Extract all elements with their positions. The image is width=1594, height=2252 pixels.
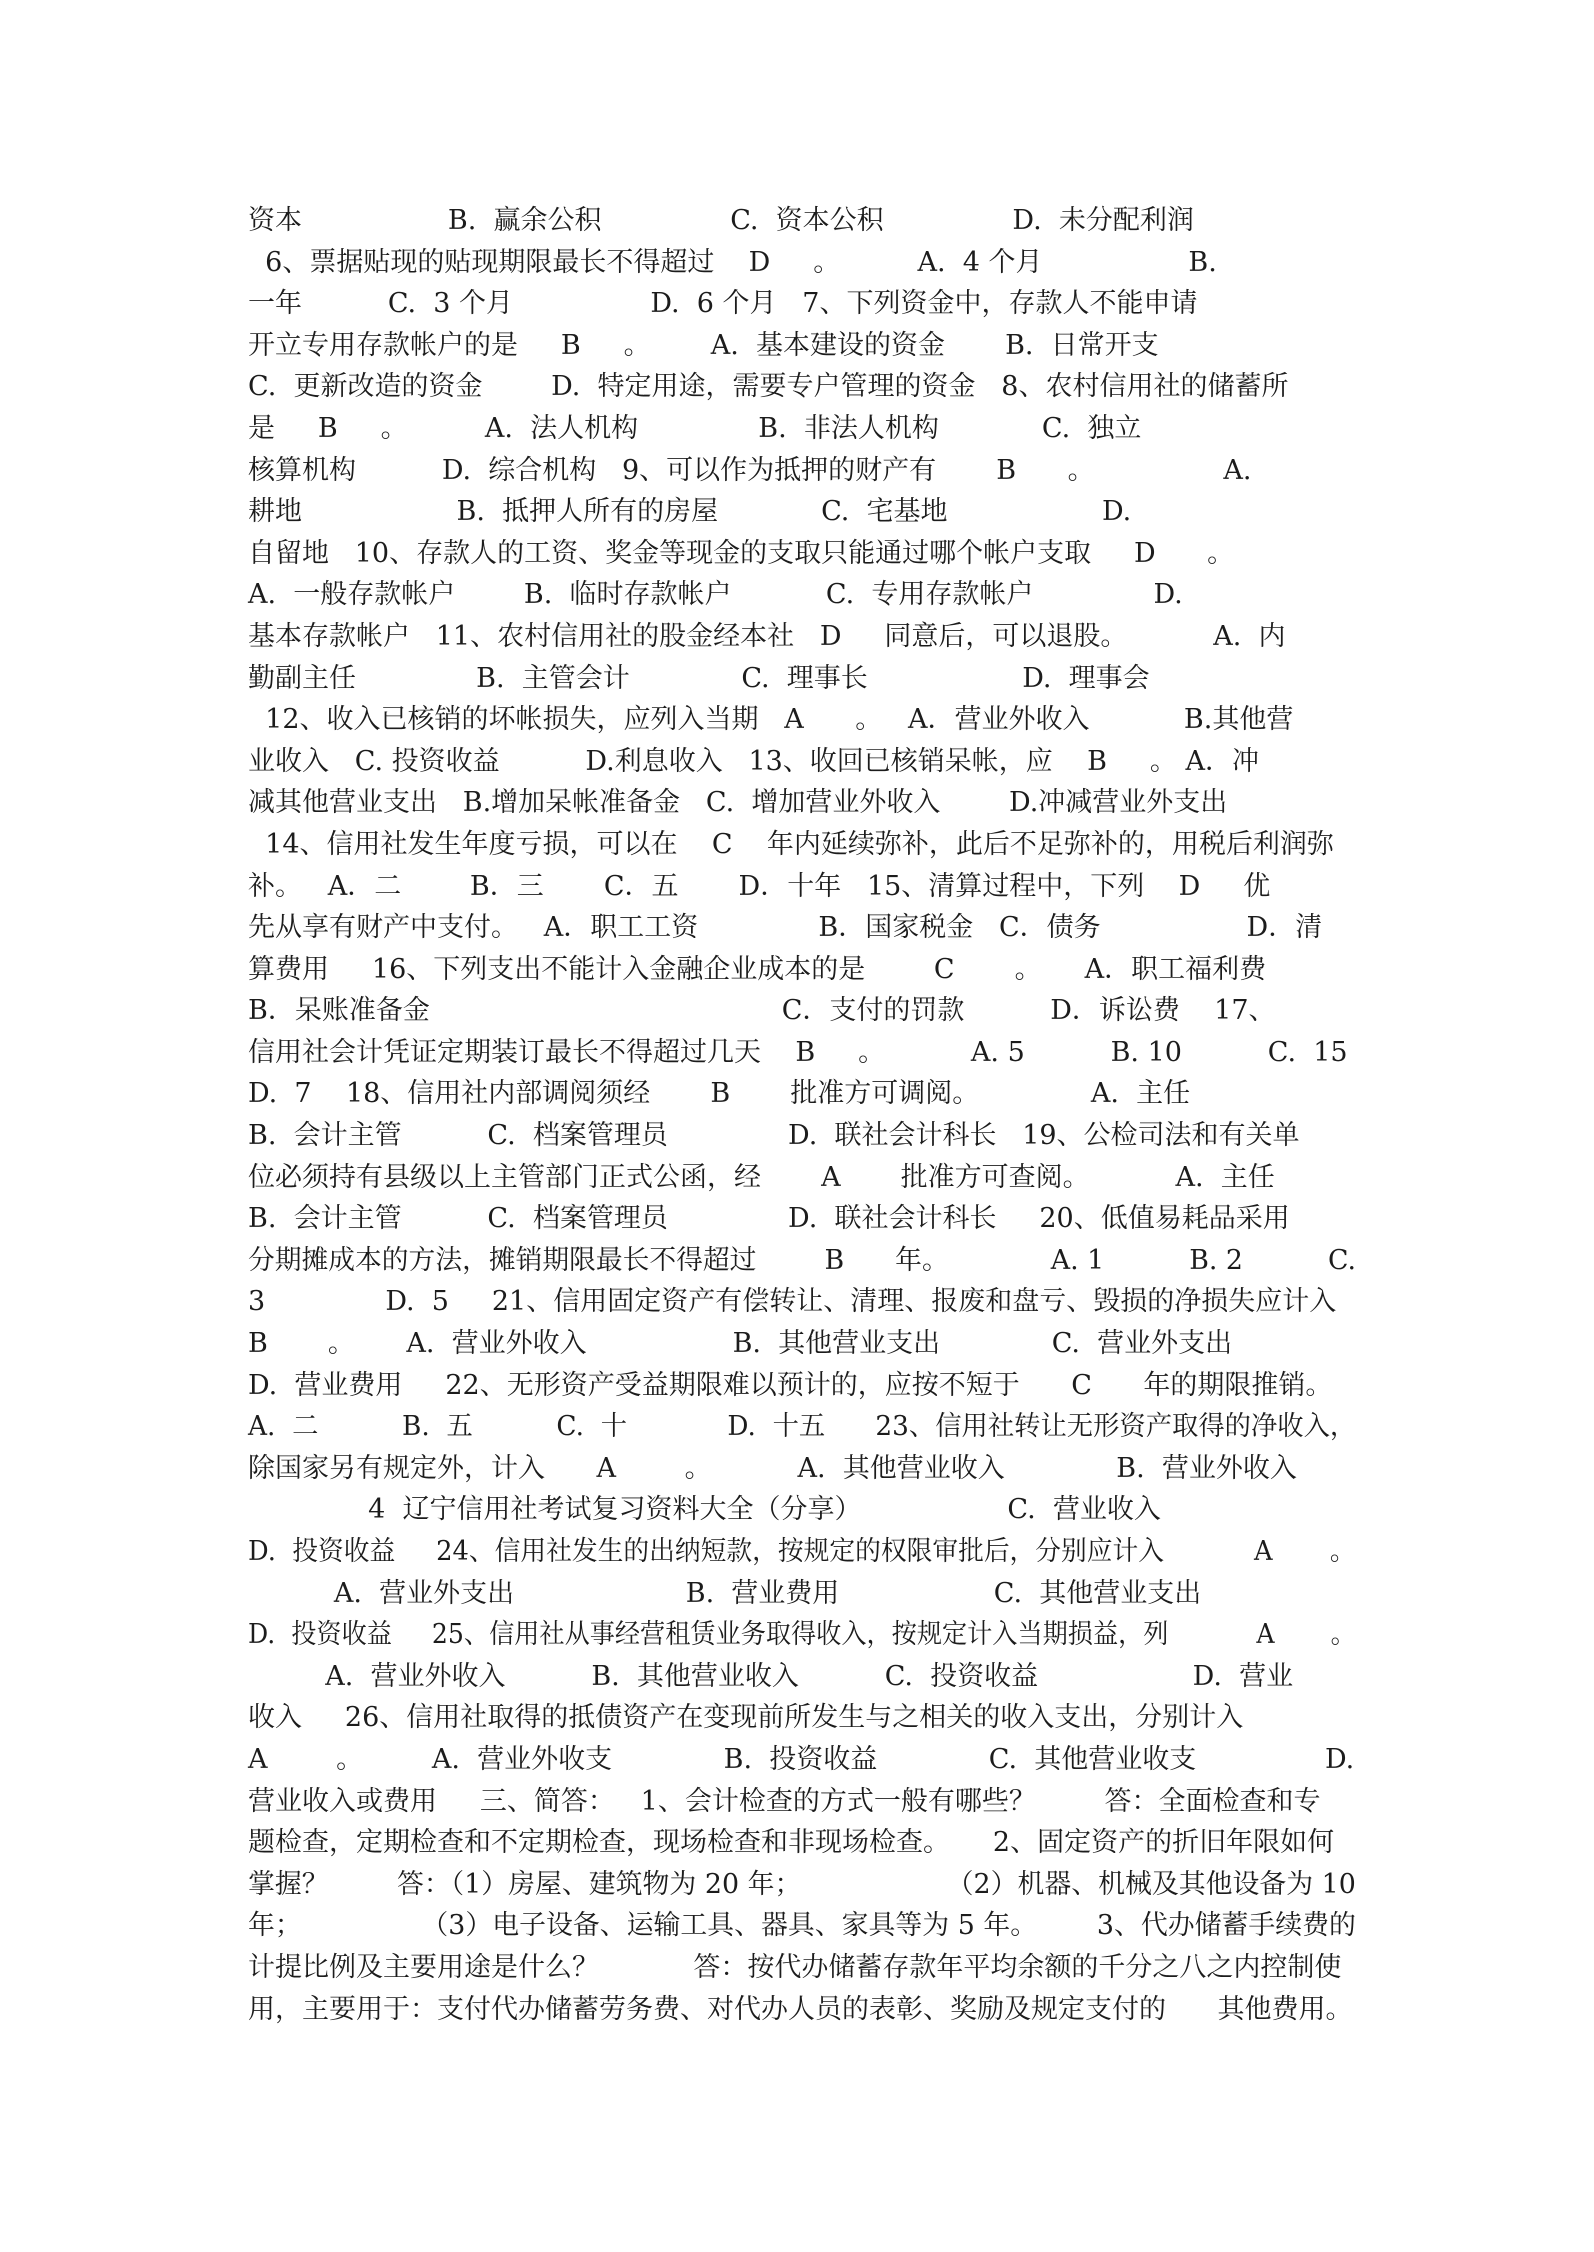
text-line: 补。 A．二 B．三 C．五 D．十年 15、清算过程中，下列 D 优 <box>248 870 1271 902</box>
text-line: 一年 C. 3 个月 D. 6 个月 7、下列资金中，存款人不能申请 <box>248 288 1198 320</box>
text-line: D. 投资收益 25、信用社从事经营租赁业务取得收入，按规定计入当期损益，列 A 。 <box>248 1619 1356 1651</box>
text-line: 除国家另有规定外，计入 A 。 A. 其他营业收入 B. 营业外收入 <box>248 1452 1297 1484</box>
text-line: B．呆账准备金 C．支付的罚款 D．诉讼费 17、 <box>248 995 1276 1027</box>
text-line: 位必须持有县级以上主管部门正式公函，经 A 批准方可查阅。 A. 主任 <box>248 1161 1275 1193</box>
text-line: 耕地 B. 抵押人所有的房屋 C. 宅基地 D. <box>248 496 1132 528</box>
text-line: 3 D. 5 21、信用固定资产有偿转让、清理、报废和盘亏、毁损的净损失应计入 <box>248 1286 1337 1318</box>
text-line: A. 一般存款帐户 B. 临时存款帐户 C. 专用存款帐户 D. <box>248 579 1183 611</box>
text-line: 收入 26、信用社取得的抵债资产在变现前所发生与之相关的收入支出，分别计入 <box>248 1702 1244 1734</box>
text-line: 减其他营业支出 B.增加呆帐准备金 C. 增加营业外收入 D.冲减营业外支出 <box>248 787 1228 819</box>
text-line: A. 营业外支出 B. 营业费用 C. 其他营业支出 <box>248 1577 1202 1609</box>
text-line: 先从享有财产中支付。 A．职工工资 B．国家税金 C．债务 D．清 <box>248 912 1323 944</box>
text-line: 算费用 16、下列支出不能计入金融企业成本的是 C 。 A．职工福利费 <box>248 953 1267 985</box>
text-line: A 。 A. 营业外收支 B. 投资收益 C. 其他营业收支 D. <box>248 1743 1355 1775</box>
text-line: 6、票据贴现的贴现期限最长不得超过 D 。 A. 4 个月 B. <box>248 246 1217 278</box>
text-line: 计提比例及主要用途是什么？ 答：按代办储蓄存款年平均余额的千分之八之内控制使 <box>248 1951 1342 1983</box>
text-line: 自留地 10、存款人的工资、奖金等现金的支取只能通过哪个帐户支取 D 。 <box>248 537 1235 569</box>
text-line: B 。 A. 营业外收入 B. 其他营业支出 C. 营业外支出 <box>248 1328 1233 1360</box>
text-line: 用，主要用于：支付代办储蓄劳务费、对代办人员的表彰、奖励及规定支付的 其他费用。 <box>248 1993 1353 2025</box>
text-line: 是 B 。 A. 法人机构 B. 非法人机构 C. 独立 <box>248 412 1142 444</box>
text-line: 开立专用存款帐户的是 B 。 A. 基本建设的资金 B. 日常开支 <box>248 329 1159 361</box>
running-footer-line: 4 辽宁信用社考试复习资料大全（分享） C. 营业收入 <box>248 1494 1161 1526</box>
text-line: B. 会计主管 C. 档案管理员 D. 联社会计科长 20、低值易耗品采用 <box>248 1203 1290 1235</box>
text-line: 题检查，定期检查和不定期检查，现场检查和非现场检查。 2、固定资产的折旧年限如何 <box>248 1827 1335 1859</box>
text-line: 信用社会计凭证定期装订最长不得超过几天 B 。 A. 5 B. 10 C. 15 <box>248 1036 1348 1068</box>
text-line: A. 营业外收入 B. 其他营业收入 C. 投资收益 D. 营业 <box>248 1660 1294 1692</box>
text-line: 分期摊成本的方法，摊销期限最长不得超过 B 年。 A. 1 B. 2 C. <box>248 1244 1357 1276</box>
text-line: D. 投资收益 24、信用社发生的出纳短款，按规定的权限审批后，分别应计入 A 。 <box>248 1536 1356 1567</box>
text-line: 14、信用社发生年度亏损，可以在 C 年内延续弥补，此后不足弥补的，用税后利润弥 <box>248 828 1334 860</box>
text-line: 掌握？ 答：（1）房屋、建筑物为 20 年； （2）机器、机械及其他设备为 10 <box>248 1868 1356 1900</box>
text-line: D. 营业费用 22、无形资产受益期限难以预计的，应按不短于 C 年的期限推销。 <box>248 1369 1333 1401</box>
document-body <box>248 200 1356 2030</box>
text-line: 业收入 C. 投资收益 D.利息收入 13、收回已核销呆帐，应 B 。 A．冲 <box>248 745 1259 777</box>
text-line: 基本存款帐户 11、农村信用社的股金经本社 D 同意后，可以退股。 A. 内 <box>248 620 1286 652</box>
text-line: 12、收入已核销的坏帐损失，应列入当期 A 。 A．营业外收入 B.其他营 <box>248 704 1294 736</box>
text-line: B. 会计主管 C. 档案管理员 D. 联社会计科长 19、公检司法和有关单 <box>248 1120 1300 1152</box>
text-line: 核算机构 D. 综合机构 9、可以作为抵押的财产有 B 。 A. <box>248 454 1252 486</box>
text-line: 营业收入或费用 三、简答： 1、会计检查的方式一般有哪些？ 答：全面检查和专 <box>248 1785 1321 1817</box>
text-line: 年； （3）电子设备、运输工具、器具、家具等为 5 年。 3、代办储蓄手续费的 <box>248 1910 1356 1942</box>
text-line: 资本 B. 赢余公积 C. 资本公积 D. 未分配利润 <box>248 205 1194 236</box>
text-line: A. 二 B. 五 C. 十 D. 十五 23、信用社转让无形资产取得的净收入， <box>248 1411 1357 1443</box>
text-line: D. 7 18、信用社内部调阅须经 B 批准方可调阅。 A. 主任 <box>248 1078 1191 1110</box>
text-line: C. 更新改造的资金 D. 特定用途，需要专户管理的资金 8、农村信用社的储蓄所 <box>248 371 1289 403</box>
text-line: 勤副主任 B. 主管会计 C. 理事长 D. 理事会 <box>248 662 1150 694</box>
